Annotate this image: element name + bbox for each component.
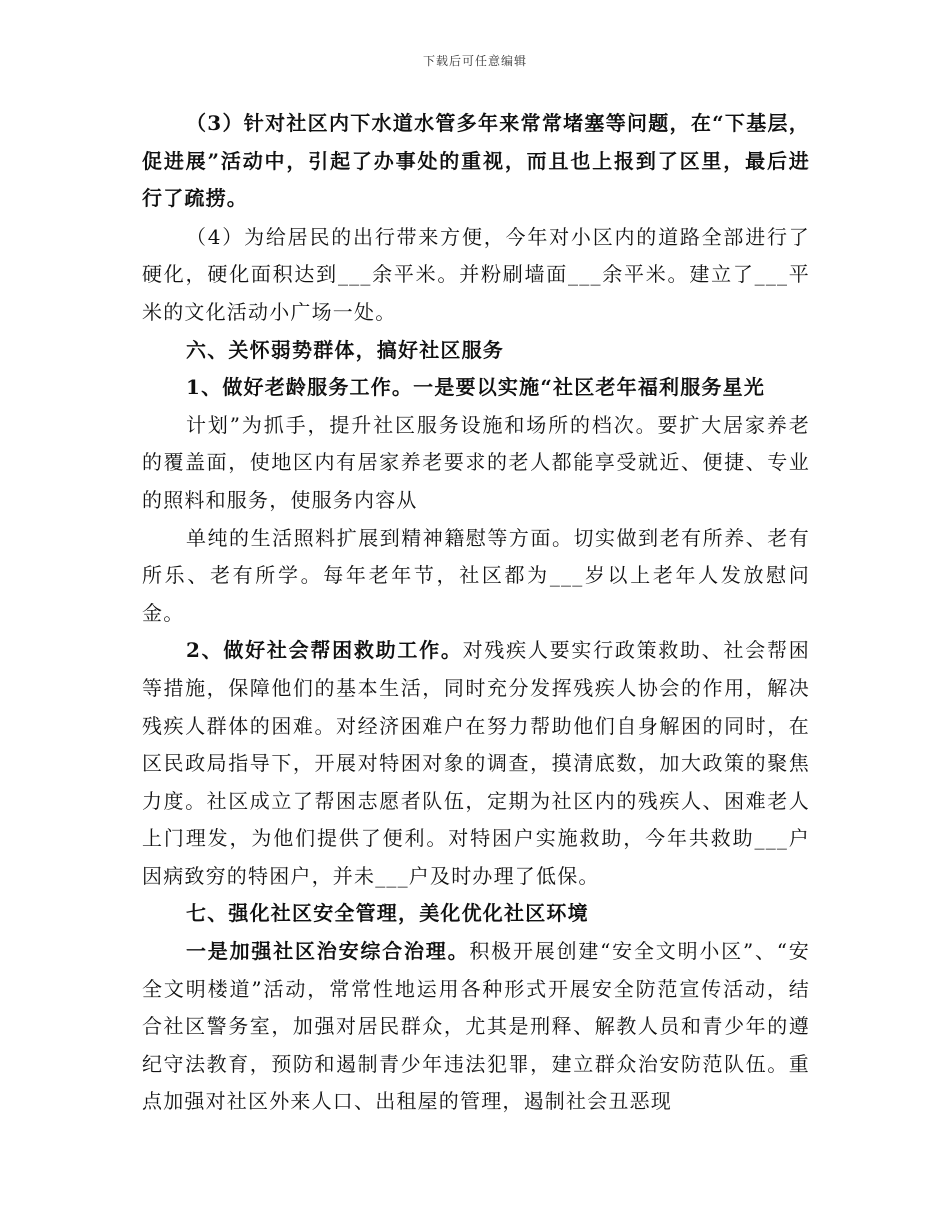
item-7-body: 积极开展创建“安全文明小区”、“安全文明楼道”活动，常常性地运用各种形式开展安全防范宣传活动，结合社区警务室，加强对居民群众，尤其是刑释、解教人员和青少年的遵纪守法教育，预防和遏制青少年违法犯罪，建立群众治安防范队伍。重点加强对社区外来人口、出租屋的管理，遏制社会丑恶现: [142, 939, 811, 1114]
document-body: [142, 105, 810, 1121]
page-header: 下载后可任意编辑: [422, 54, 527, 68]
paragraph-item-4: （4）为给居民的出行带来方便，今年对小区内的道路全部进行了硬化，硬化面积达到___余平米。并粉刷墙面___余平米。建立了___平米的文化活动小广场一处。: [142, 224, 810, 324]
item-7-title: 一是加强社区治安综合治理。: [186, 939, 470, 964]
paragraph-item-3: （3）针对社区内下水道水管多年来常常堵塞等问题，在“下基层，促进展”活动中，引起了办事处的重视，而且也上报到了区里，最后进行了疏捞。: [142, 111, 810, 211]
item-2-title: 2、做好社会帮困救助工作。: [186, 638, 463, 663]
section-heading-7: 七、强化社区安全管理，美化优化社区环境: [186, 901, 589, 926]
item-1-title: 1、做好老龄服务工作。一是要以实施“社区老年福利服务星光: [186, 375, 766, 400]
item-2-body: 对残疾人要实行政策救助、社会帮困等措施，保障他们的基本生活，同时充分发挥残疾人协会的作用，解决残疾人群体的困难。对经济困难户在努力帮助他们自身解困的同时，在区民政局指导下，开展对特困对象的调查，摸清底数，加大政策的聚焦力度。社区成立了帮困志愿者队伍，定期为社区内的残疾人、困难老人上门理发，为他们提供了便利。对特困户实施救助，今年共救助___户因病致穷的特困户，并未___户及时办理了低保。: [142, 638, 810, 888]
item-1-body-b: 单纯的生活照料扩展到精神籍慰等方面。切实做到老有所养、老有所乐、老有所学。每年老年节，社区都为___岁以上老年人发放慰问金。: [142, 525, 810, 625]
item-7-paragraph: [142, 933, 810, 1121]
item-1-body-a: 计划”为抓手，提升社区服务设施和场所的档次。要扩大居家养老的覆盖面，使地区内有居家养老要求的老人都能享受就近、便捷、专业的照料和服务，使服务内容从: [142, 412, 810, 512]
item-2-paragraph: [142, 632, 810, 895]
section-heading-6: 六、关怀弱势群体，搞好社区服务: [186, 337, 504, 362]
